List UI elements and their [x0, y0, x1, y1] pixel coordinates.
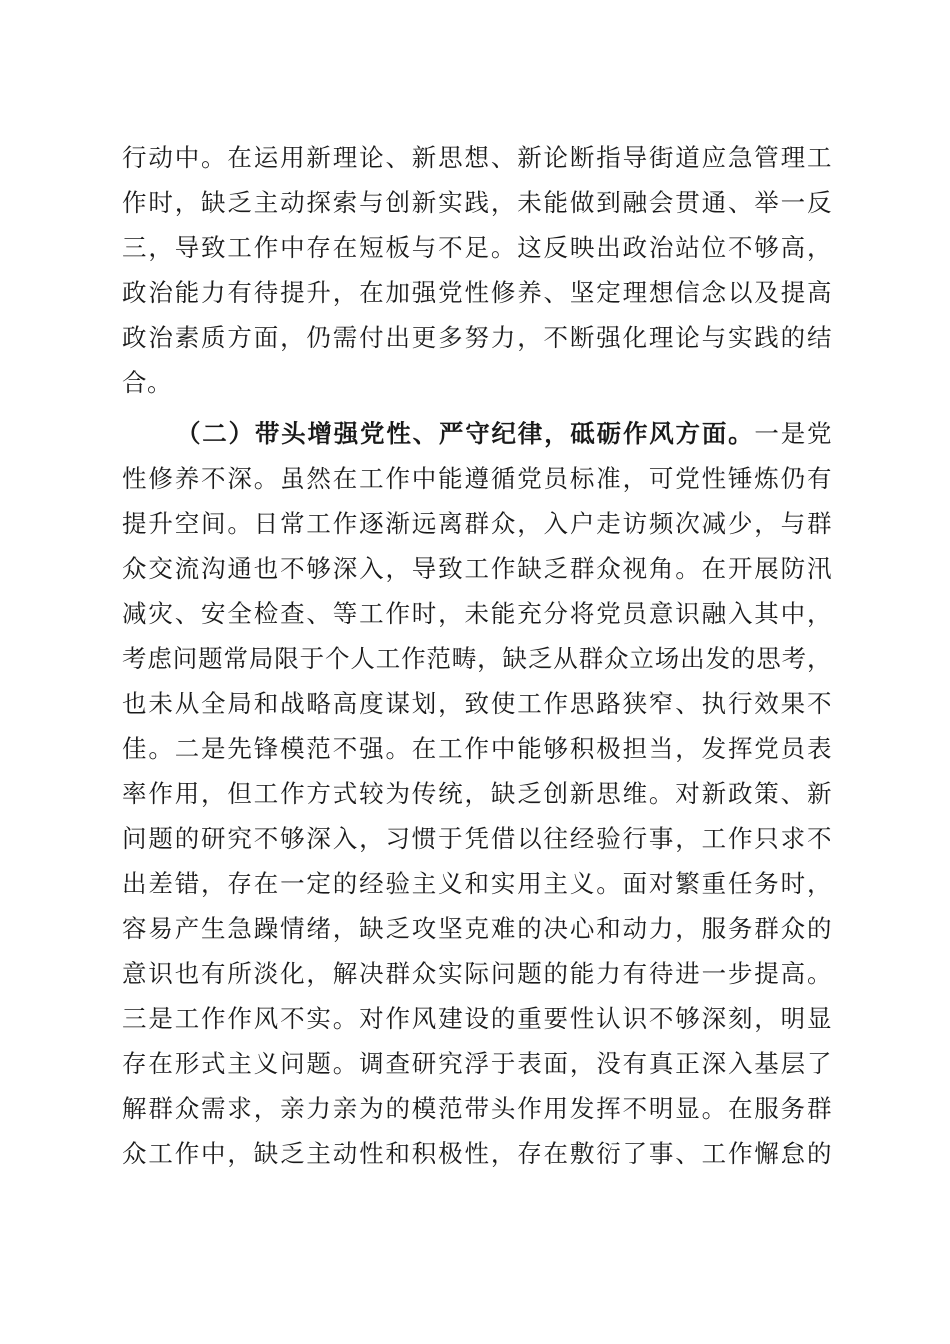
- paragraph-2-line-8: 佳。二是先锋模范不强。在工作中能够积极担当，发挥党员表: [122, 734, 832, 763]
- paragraph-2-line-10: 问题的研究不够深入，习惯于凭借以往经验行事，工作只求不: [122, 824, 832, 853]
- paragraph-2-line-9: 率作用，但工作方式较为传统，缺乏创新思维。对新政策、新: [122, 779, 832, 808]
- paragraph-2-line-3: 提升空间。日常工作逐渐远离群众，入户走访频次减少，与群: [122, 509, 832, 538]
- paragraph-2-line-14: 三是工作作风不实。对作风建设的重要性认识不够深刻，明显: [122, 1004, 832, 1033]
- paragraph-2-line-4: 众交流沟通也不够深入，导致工作缺乏群众视角。在开展防汛: [122, 554, 832, 583]
- paragraph-2-line-15: 存在形式主义问题。调查研究浮于表面，没有真正深入基层了: [122, 1049, 832, 1078]
- paragraph-2-line-6: 考虑问题常局限于个人工作范畴，缺乏从群众立场出发的思考，: [122, 644, 832, 673]
- paragraph-2-line-5: 减灾、安全检查、等工作时，未能充分将党员意识融入其中，: [122, 599, 832, 628]
- paragraph-2-line-1: [176, 416, 832, 452]
- paragraph-2-line-7: 也未从全局和战略高度谋划，致使工作思路狭窄、执行效果不: [122, 689, 832, 718]
- paragraph-2-line-16: 解群众需求，亲力亲为的模范带头作用发挥不明显。在服务群: [122, 1094, 832, 1123]
- paragraph-1-line-5: 政治素质方面，仍需付出更多努力，不断强化理论与实践的结: [122, 323, 832, 352]
- section-heading: （二）带头增强党性、严守纪律，砥砺作风方面。: [176, 419, 755, 448]
- paragraph-2-line-2: 性修养不深。虽然在工作中能遵循党员标准，可党性锤炼仍有: [122, 464, 832, 493]
- paragraph-1-line-4: 政治能力有待提升，在加强党性修养、坚定理想信念以及提高: [122, 278, 832, 307]
- paragraph-2-line-17: 众工作中，缺乏主动性和积极性，存在敷衍了事、工作懈怠的: [122, 1139, 832, 1168]
- paragraph-2-line-12: 容易产生急躁情绪，缺乏攻坚克难的决心和动力，服务群众的: [122, 914, 832, 943]
- paragraph-1-line-2: 作时，缺乏主动探索与创新实践，未能做到融会贯通、举一反: [122, 188, 832, 217]
- paragraph-1-line-1: 行动中。在运用新理论、新思想、新论断指导街道应急管理工: [122, 143, 832, 172]
- paragraph-2-line-1-rest: 一是党: [754, 419, 832, 448]
- paragraph-1-line-3: 三，导致工作中存在短板与不足。这反映出政治站位不够高，: [122, 233, 832, 262]
- paragraph-1-line-6: 合。: [122, 368, 172, 397]
- paragraph-2-line-11: 出差错，存在一定的经验主义和实用主义。面对繁重任务时，: [122, 869, 832, 898]
- paragraph-2-line-13: 意识也有所淡化，解决群众实际问题的能力有待进一步提高。: [122, 959, 832, 988]
